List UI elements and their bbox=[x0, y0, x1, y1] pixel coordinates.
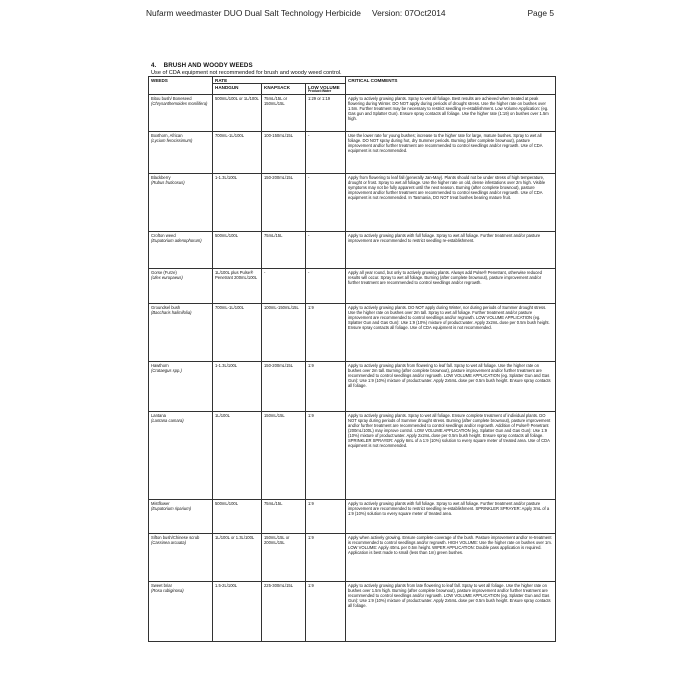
critical-comments-cell: Apply when actively growing. Ensure complete coverage of the bush. Pasture improvement and/or re-treatment is recommended to control seedlings and/or regrowth. HIGH VOLUME: Use the higher rate on bushes over 1m. LOW VOLUME: Apply 40mL per 0.5m height. WIPER APPLICATION: Double pass application is required. Application is best made to small (less than 1m) green bushes. bbox=[346, 534, 556, 582]
weed-cell bbox=[149, 232, 213, 269]
document-title: Nufarm weedmaster DUO Dual Salt Technology Herbicide bbox=[146, 8, 361, 18]
knapsack-rate-cell: 150mL/15L or 200mL/15L bbox=[262, 534, 306, 582]
weed-name: Hawthorn bbox=[151, 362, 169, 368]
knapsack-rate-cell: 75mL/15L bbox=[262, 232, 306, 269]
critical-comments-cell: Apply all year round, but only to actively growing plants. Always add Pulse® Penetrant, otherwise reduced results will occur. Spray to wet all foliage. Burning (after complete brownout), pasture improvement and/or further treatment are recommended to control seedlings and/or regrowth. bbox=[346, 269, 556, 304]
low-volume-rate-cell: 1:29 or 1:19 bbox=[306, 95, 346, 132]
page-header bbox=[146, 8, 554, 22]
table-row bbox=[149, 534, 556, 582]
knapsack-rate-cell: 150-200mL/15L bbox=[262, 362, 306, 412]
weed-cell bbox=[149, 582, 213, 642]
table-row bbox=[149, 582, 556, 642]
weed-cell bbox=[149, 174, 213, 232]
low-volume-rate-cell: 1:9 bbox=[306, 534, 346, 582]
table-body bbox=[149, 95, 556, 642]
section-title: 4. BRUSH AND WOODY WEEDS bbox=[151, 62, 253, 69]
weed-cell bbox=[149, 534, 213, 582]
handgun-rate-cell: 1L/100L or 1.3L/100L bbox=[213, 534, 262, 582]
table-row bbox=[149, 362, 556, 412]
page-number: Page 5 bbox=[527, 8, 554, 18]
low-volume-rate-cell: - bbox=[306, 269, 346, 304]
weed-scientific-name: (Cassinea arcuata) bbox=[151, 539, 186, 545]
section-note: Use of CDA equipment not recommended for brush and woody weed control. bbox=[151, 70, 342, 76]
critical-comments-cell: Apply to actively growing plants. Spray to wet all foliage. Ensure complete treatment of individual plants. DO NOT spray during periods of Summer drought stress. Burning (after complete brownout), pasture improvement and/or further treatment are recommended to control seedlings and/or regrowth. Addition of Pulse® Penetrant (200mL/100L) may improve control. LOW VOLUME APPLICATION (eg. Splatter Gun and Gas Gun): Use 1:9 (10%) mixture of product:water. Apply 2x2mL dose per 0.5m bush height. Ensure spray contacts all foliage. SPRINKLER SPRAYER: Apply 6mL of a 1:9 (10%) solution to every square meter of treated area. Use of CDA equipment is not recommended. bbox=[346, 412, 556, 500]
weed-name: Blackberry bbox=[151, 174, 171, 180]
table-row bbox=[149, 232, 556, 269]
weed-scientific-name: (Chrysanthemoides monilifera) bbox=[151, 100, 208, 106]
table-row bbox=[149, 304, 556, 362]
low-volume-rate-cell: - bbox=[306, 174, 346, 232]
header-rate: RATE bbox=[213, 77, 346, 84]
low-volume-rate-cell: 1:9 bbox=[306, 412, 346, 500]
weed-name: Mistflower bbox=[151, 500, 170, 506]
weed-scientific-name: (Eupatorium adenophorum) bbox=[151, 237, 202, 243]
weed-cell bbox=[149, 500, 213, 534]
low-volume-rate-cell: - bbox=[306, 132, 346, 174]
weed-name: Gorse (Furze) bbox=[151, 269, 177, 275]
critical-comments-cell: Apply to actively growing plants. Spray to wet all foliage. Best results are achieved when treated at peak flowering during Winter. DO NOT apply during periods of drought stress. Use the higher rate on bushes over 1.5m. Further treatment may be necessary to restrict seedling re-establishment. Low Volume Application: (eg. Gas gun and Splatter Gun). Ensure spray contacts all foliage. Use the higher rate (1:19) on bushes over 1.5m high. bbox=[346, 95, 556, 132]
weed-scientific-name: (Ulex europaeus) bbox=[151, 274, 183, 280]
handgun-rate-cell: 1L/100L plus Pulse® Penetrant 200mL/100L bbox=[213, 269, 262, 304]
weed-scientific-name: (Lantana camara) bbox=[151, 417, 184, 423]
weed-name: Sifton bush/Chinese scrub bbox=[151, 534, 200, 540]
weed-scientific-name: (Eupatorium riparium) bbox=[151, 505, 192, 511]
table-row bbox=[149, 412, 556, 500]
weed-scientific-name: (Crataegus spp.) bbox=[151, 367, 182, 373]
critical-comments-cell: Use the lower rate for young bushes; increase to the higher rate for large, mature bushes. Spray to wet all foliage. DO NOT spray during hot, dry Summer periods. Burning (after complete brownout), pasture improvement and/or further treatment are recommended to control seedlings and/or regrowth. Use of CDA equipment is not recommended. bbox=[346, 132, 556, 174]
weed-cell bbox=[149, 95, 213, 132]
weed-cell bbox=[149, 304, 213, 362]
knapsack-rate-cell: 150-200mL/15L bbox=[262, 174, 306, 232]
weed-name: Groundsel bush bbox=[151, 304, 181, 310]
low-volume-rate-cell: 1:9 bbox=[306, 500, 346, 534]
weed-cell bbox=[149, 362, 213, 412]
weed-rate-table bbox=[148, 76, 556, 642]
weed-cell bbox=[149, 132, 213, 174]
weed-name: Crofton weed bbox=[151, 232, 176, 238]
knapsack-rate-cell: 100-150mL/15L bbox=[262, 132, 306, 174]
low-volume-rate-cell: 1:9 bbox=[306, 582, 346, 642]
knapsack-rate-cell: 150mL/15L bbox=[262, 412, 306, 500]
handgun-rate-cell: 700mL-1L/100L bbox=[213, 304, 262, 362]
document-version: Version: 07Oct2014 bbox=[372, 8, 446, 18]
table-header-row bbox=[149, 77, 556, 84]
handgun-rate-cell: 500mL/100L bbox=[213, 500, 262, 534]
weed-scientific-name: (Lycium ferocissimum) bbox=[151, 137, 193, 143]
weed-scientific-name: (Rosa rubiginosa) bbox=[151, 587, 184, 593]
knapsack-rate-cell: 75mL/15L or 150mL/15L bbox=[262, 95, 306, 132]
knapsack-rate-cell: 100mL-150mL/15L bbox=[262, 304, 306, 362]
handgun-rate-cell: 700mL-1L/100L bbox=[213, 132, 262, 174]
table-row bbox=[149, 174, 556, 232]
header-handgun: HANDGUN bbox=[213, 84, 262, 95]
knapsack-rate-cell: 75mL/15L bbox=[262, 500, 306, 534]
weed-scientific-name: (Rubus fruticosus) bbox=[151, 179, 185, 185]
low-volume-rate-cell: 1:9 bbox=[306, 304, 346, 362]
weed-cell bbox=[149, 412, 213, 500]
weed-cell bbox=[149, 269, 213, 304]
weed-name: Boxthorn, African bbox=[151, 132, 183, 138]
header-low-volume-label: LOW VOLUME bbox=[308, 84, 340, 90]
low-volume-rate-cell: 1:9 bbox=[306, 362, 346, 412]
weed-name: Lantana bbox=[151, 412, 166, 418]
low-volume-rate-cell: - bbox=[306, 232, 346, 269]
handgun-rate-cell: 500mL/100L or 1L/100L bbox=[213, 95, 262, 132]
critical-comments-cell: Apply to actively growing plants. DO NOT apply during Winter, nor during periods of Summer drought stress. Use the higher rate on bushes over 2m tall. Spray to wet all foliage. Further treatment and/or pasture improvement are recommended to control seedlings and/or regrowth. LOW VOLUME APPLICATION (eg. Splatter Gun and Gas Gun): Use 1:9 (10%) mixture of product:water. Apply 2x2mL dose per 0.5m bush height. Ensure spray contacts all foliage. Use of CDA equipment is not recommended. bbox=[346, 304, 556, 362]
weed-name: Sweet briar bbox=[151, 582, 172, 588]
header-knapsack: KNAPSACK bbox=[262, 84, 306, 95]
header-low-volume-sub: Product:Water bbox=[308, 88, 332, 93]
handgun-rate-cell: 1-1.3L/100L bbox=[213, 174, 262, 232]
table-row bbox=[149, 269, 556, 304]
critical-comments-cell: Apply to actively growing plants with full foliage. Spray to wet all foliage. Further treatment and/or pasture improvement are recommended to restrict seedling re-establishment. bbox=[346, 232, 556, 269]
handgun-rate-cell: 500mL/100L bbox=[213, 232, 262, 269]
knapsack-rate-cell: - bbox=[262, 269, 306, 304]
handgun-rate-cell: 1-1.3L/100L bbox=[213, 362, 262, 412]
handgun-rate-cell: 1L/100L bbox=[213, 412, 262, 500]
table-row bbox=[149, 132, 556, 174]
table-row bbox=[149, 95, 556, 132]
header-critical-comments: CRITICAL COMMENTS bbox=[346, 77, 556, 95]
weed-scientific-name: (Baccharis halimifolia) bbox=[151, 309, 192, 315]
critical-comments-cell: Apply to actively growing plants from late flowering to leaf fall. Spray to wet all foliage. Use the higher rate on bushes over 1.5m high. Burning (after complete brownout), pasture improvement and/or further treatment are recommended to control seedlings and/or regrowth. LOW VOLUME APPLICATION (eg. Splatter Gun and Gas Gun): Use 1:9 (10%) mixture of product:water. Apply 2x5mL dose per 0.5m bush height. Ensure spray contacts all foliage. bbox=[346, 582, 556, 642]
handgun-rate-cell: 1.5-2L/100L bbox=[213, 582, 262, 642]
critical-comments-cell: Apply from flowering to leaf fall (generally Jan-May). Plants should not be under stress of high temperature, drought or frost. Spray to wet all foliage. Use the higher rate on old, dense infestations over 2m high. Visible symptoms may not be fully apparent until the next season. Burning (after complete brownout), pasture improvement and/or further treatment are recommended to control seedlings and/or regrowth. Use of CDA equipment is not recommended. In Tasmania, DO NOT treat bushes bearing mature fruit. bbox=[346, 174, 556, 232]
header-low-volume bbox=[306, 84, 346, 95]
critical-comments-cell: Apply to actively growing plants with full foliage. Spray to wet all foliage. Further treatment and/or pasture improvement are recommended to restrict seedling re-establishment. SPRINKLER SPRAYER: Apply 3mL of a 1:9 (10%) solution to every square meter of treated area. bbox=[346, 500, 556, 534]
weed-name: Bitou bush/ Boneseed bbox=[151, 95, 192, 101]
header-weeds: WEEDS bbox=[149, 77, 213, 95]
table-row bbox=[149, 500, 556, 534]
knapsack-rate-cell: 225-300mL/15L bbox=[262, 582, 306, 642]
critical-comments-cell: Apply to actively growing plants from flowering to leaf fall. Spray to wet all foliage. Use the higher rate on bushes over 2m tall. Burning (after complete brownout), pasture improvement and/or further treatment are recommended to control seedlings and/or regrowth. LOW VOLUME APPLICATION (eg. Splatter Gun and Gas Gun): Use 1:9 (10%) mixture of product:water. Apply 2x5mL dose per 0.5m bush height. Ensure spray contacts all foliage. bbox=[346, 362, 556, 412]
